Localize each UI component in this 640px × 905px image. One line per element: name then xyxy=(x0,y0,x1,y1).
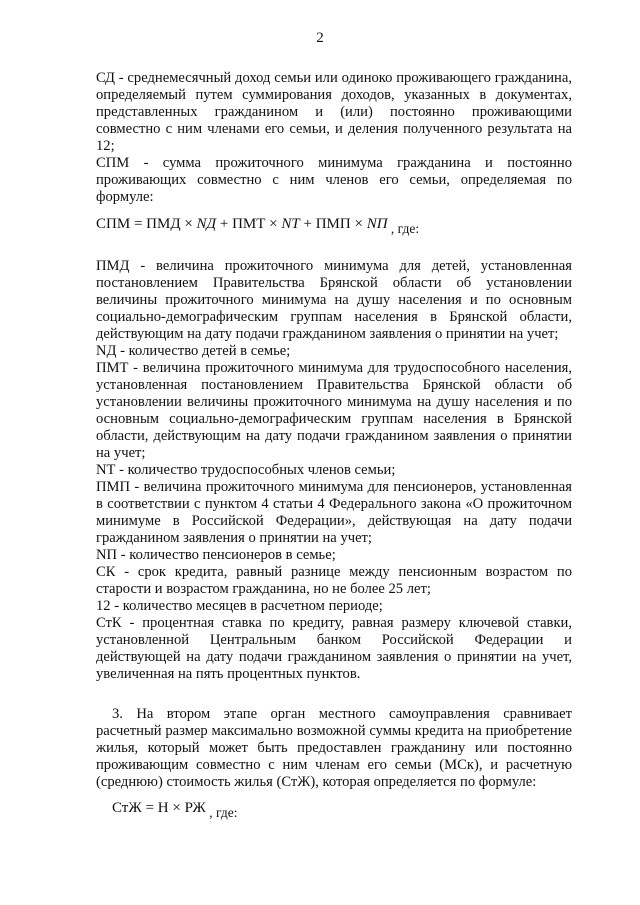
formula-operator: × xyxy=(180,216,197,232)
formula-variable: NД xyxy=(196,216,217,232)
formula-operator: × xyxy=(265,216,282,232)
definition-pmt: ПМТ - величина прожиточного минимума для трудоспособного населения, установленная постановлением Правительства Брянской области об установлении величины прожиточного минимума на душу населения и по основным социально-демографическим группам населения в Брянской области, действующим на дату подачи гражданином заявления о принятии на учет; xyxy=(96,360,572,461)
formula-term: ПМД xyxy=(146,216,181,232)
formula-operator: + xyxy=(299,216,316,232)
formula-term: ПМТ xyxy=(232,216,266,232)
formula-operator: = xyxy=(130,216,147,232)
formula-stzh xyxy=(112,800,238,820)
definitions-top xyxy=(96,70,572,206)
definition-stk: СтК - процентная ставка по кредиту, равная размеру ключевой ставки, установленной Центральным банком Российской Федерации и действующей на дату подачи гражданином заявления о принятии на учет, увеличенная на пять процентных пунктов. xyxy=(96,615,572,682)
formula-term: СтЖ xyxy=(112,800,142,816)
formula-variable: NT xyxy=(281,216,300,232)
definitions-bottom xyxy=(96,258,572,683)
definition-nt: NТ - количество трудоспособных членов семьи; xyxy=(96,462,396,478)
formula-operator: + xyxy=(216,216,233,232)
formula-spm xyxy=(96,216,420,236)
definition-nd: NД - количество детей в семье; xyxy=(96,343,291,359)
page-number: 2 xyxy=(316,30,324,46)
definition-12: 12 - количество месяцев в расчетном периоде; xyxy=(96,598,383,614)
definition-spm: СПМ - сумма прожиточного минимума гражданина и постоянно проживающих совместно с ним членов его семьи, определяемая по формуле: xyxy=(96,155,572,205)
formula-operator: × xyxy=(350,216,367,232)
definition-pmp: ПМП - величина прожиточного минимума для пенсионеров, установленная в соответствии с пунктом 4 статьи 4 Федерального закона «О прожиточном минимуме в Российской Федерации», действующая на дату подачи гражданином заявления о принятии на учет; xyxy=(96,479,572,546)
formula-term: РЖ xyxy=(184,800,206,816)
formula-term: СПМ xyxy=(96,216,131,232)
formula-tail: , где: xyxy=(387,221,420,236)
formula-tail: , где: xyxy=(205,805,238,820)
definition-sd: СД - среднемесячный доход семьи или одиноко проживающего гражданина, определяемый путем суммирования доходов, указанных в документах, представленных гражданином и (или) постоянно проживающими совместно с ним членами его семьи, и деления полученного результата на 12; xyxy=(96,70,572,154)
formula-operator: = xyxy=(141,800,158,816)
formula-variable: NП xyxy=(366,216,388,232)
definition-np: NП - количество пенсионеров в семье; xyxy=(96,547,336,563)
definition-sk: СК - срок кредита, равный разнице между пенсионным возрастом по старости и возрастом гражданина, но не более 25 лет; xyxy=(96,564,572,597)
formula-term: ПМП xyxy=(315,216,351,232)
formula-operator: × xyxy=(168,800,185,816)
definition-pmd: ПМД - величина прожиточного минимума для детей, установленная постановлением Правительства Брянской области об установлении величины прожиточного минимума на душу населения и по основным социально-демографическим группам населения в Брянской области, действующим на дату подачи гражданином заявления о принятии на учет; xyxy=(96,258,572,342)
paragraph-3 xyxy=(96,706,572,791)
formula-term: Н xyxy=(157,800,169,816)
paragraph-3-text: 3. На втором этапе орган местного самоуправления сравнивает расчетный размер максимально возможной суммы кредита на приобретение жилья, который может быть предоставлен гражданину или постоянно проживающим совместно с ним членам его семьи (МСк), и расчетную (среднюю) стоимость жилья (СтЖ), которая определяется по формуле: xyxy=(96,706,572,790)
